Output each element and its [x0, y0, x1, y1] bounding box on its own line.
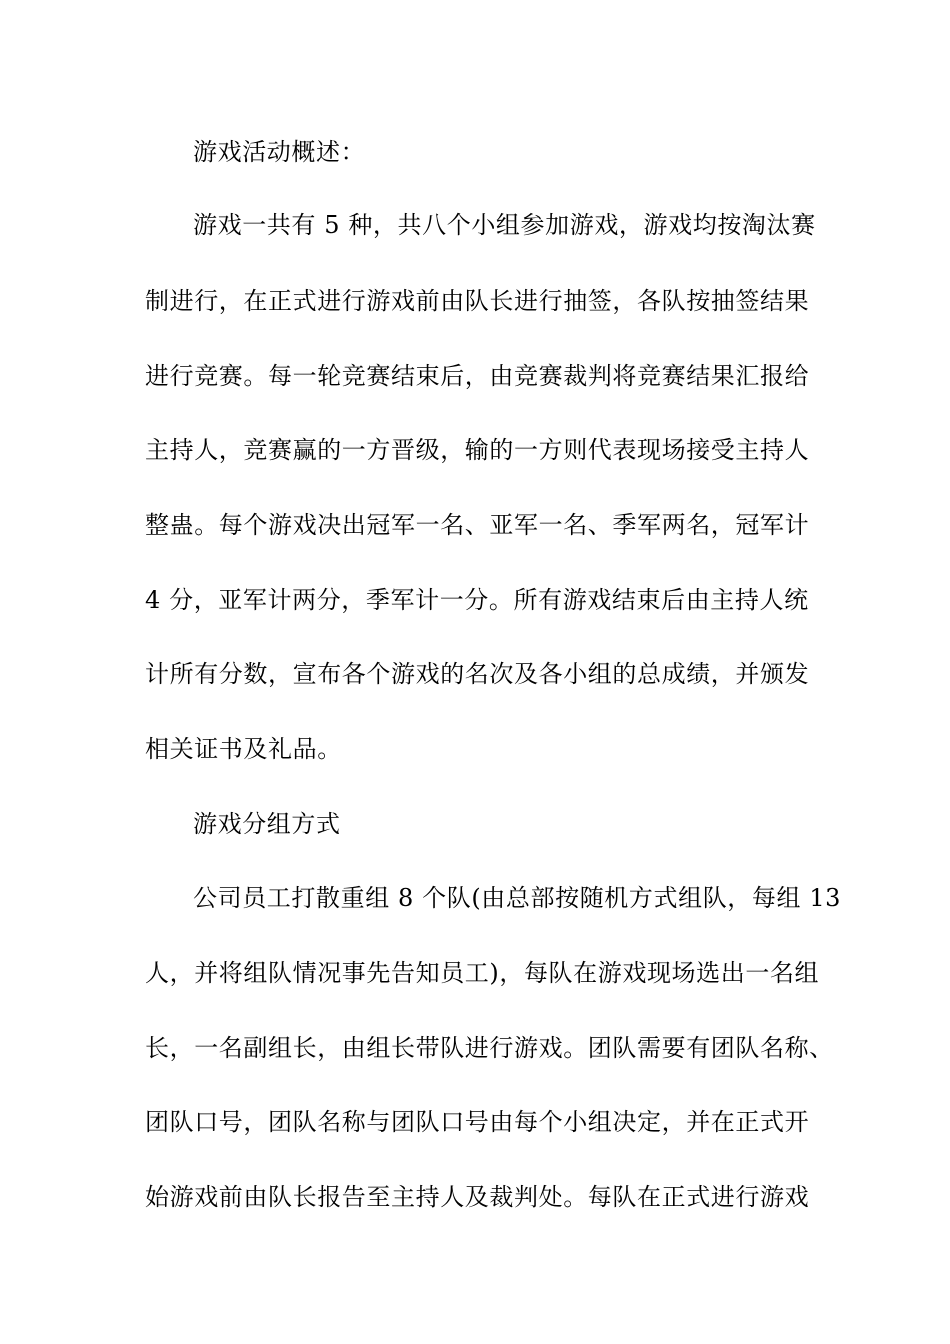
paragraph-line: 始游戏前由队长报告至主持人及裁判处。每队在正式进行游戏	[145, 1183, 810, 1211]
paragraph-line: 公司员工打散重组 8 个队(由总部按随机方式组队，每组 13	[193, 884, 842, 912]
paragraph-line: 游戏一共有 5 种，共八个小组参加游戏，游戏均按淘汰赛	[193, 211, 816, 239]
paragraph-line: 人，并将组队情况事先告知员工)，每队在游戏现场选出一名组	[145, 959, 820, 987]
section-heading-grouping: 游戏分组方式	[193, 810, 341, 838]
paragraph-line: 主持人，竞赛赢的一方晋级，输的一方则代表现场接受主持人	[145, 436, 810, 464]
section-heading-overview: 游戏活动概述：	[193, 138, 366, 166]
paragraph-line: 相关证书及礼品。	[145, 735, 342, 763]
paragraph-line: 计所有分数，宣布各个游戏的名次及各小组的总成绩，并颁发	[145, 660, 810, 688]
paragraph-line: 进行竞赛。每一轮竞赛结束后，由竞赛裁判将竞赛结果汇报给	[145, 362, 810, 390]
paragraph-line: 4 分，亚军计两分，季军计一分。所有游戏结束后由主持人统	[145, 586, 809, 614]
paragraph-line: 团队口号，团队名称与团队口号由每个小组决定，并在正式开	[145, 1108, 810, 1136]
paragraph-line: 制进行，在正式进行游戏前由队长进行抽签，各队按抽签结果	[145, 287, 810, 315]
paragraph-line: 整蛊。每个游戏决出冠军一名、亚军一名、季军两名，冠军计	[145, 511, 810, 539]
paragraph-line: 长，一名副组长，由组长带队进行游戏。团队需要有团队名称、	[145, 1034, 834, 1062]
